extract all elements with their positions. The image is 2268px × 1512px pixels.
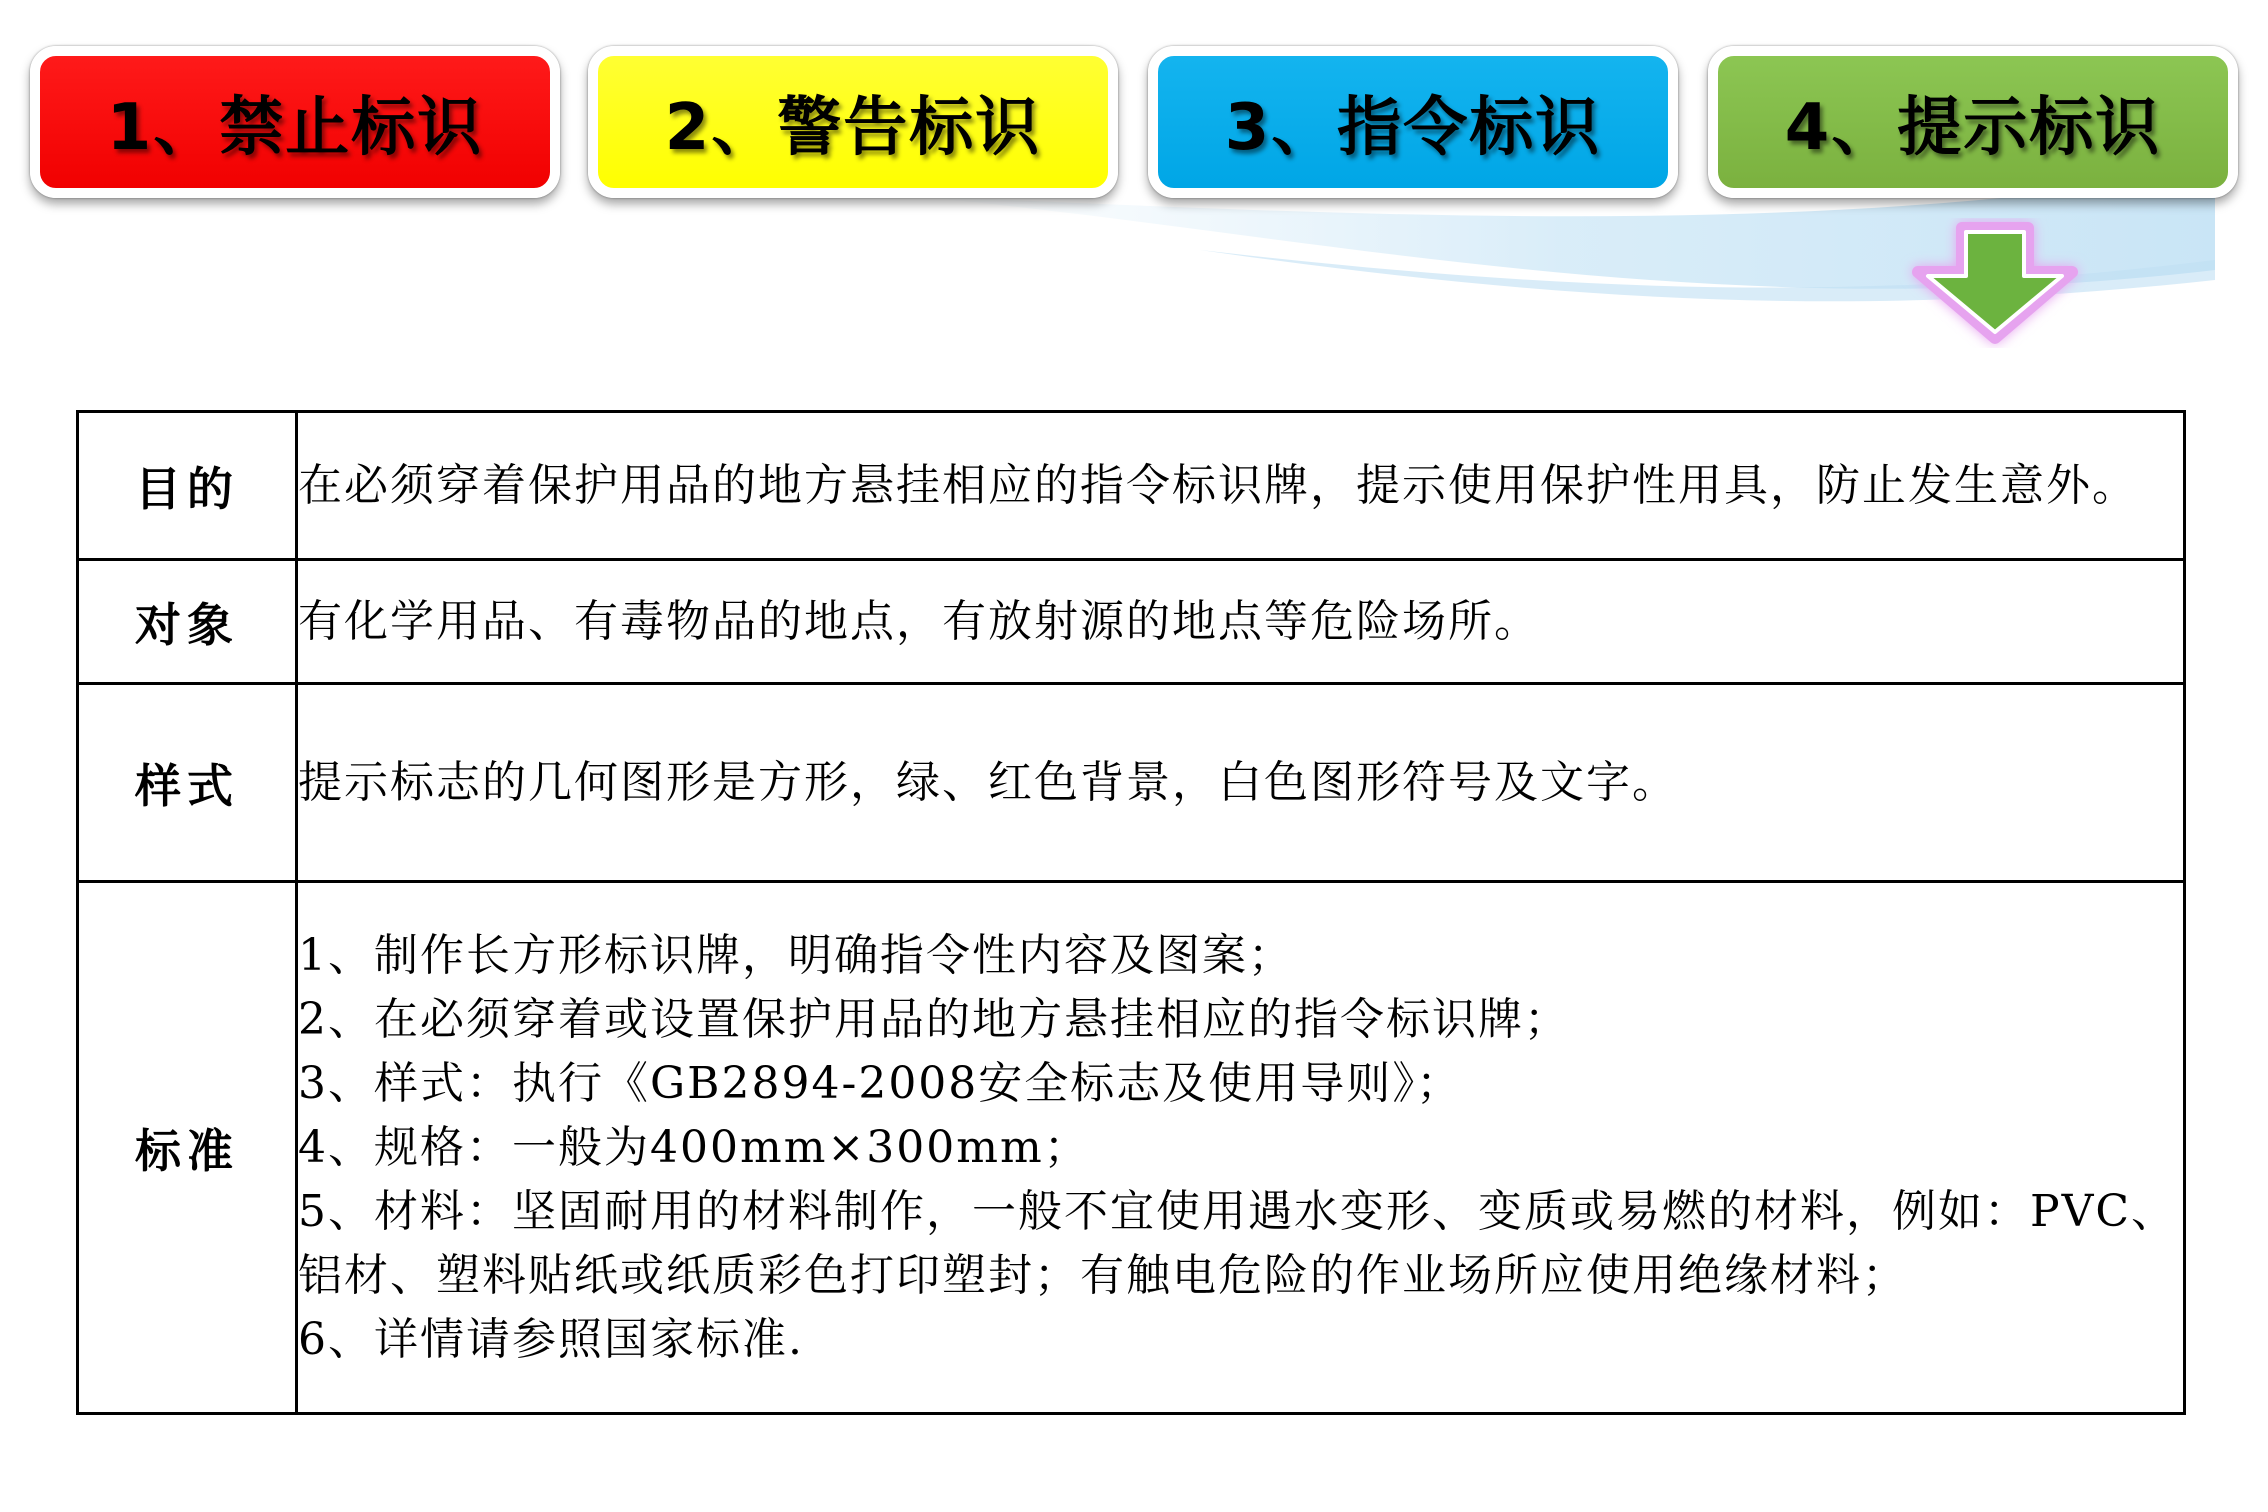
tab-warning-sign[interactable] bbox=[588, 46, 1118, 198]
row-label-style: 样式 bbox=[78, 684, 297, 882]
row-content-style: 提示标志的几何图形是方形，绿、红色背景，白色图形符号及文字。 bbox=[297, 684, 2185, 882]
tab-label: 2、警告标识 bbox=[664, 91, 1042, 165]
list-item: 4、规格：一般为400mm×300mm； bbox=[298, 1121, 1090, 1173]
info-table bbox=[76, 410, 2186, 1415]
list-item: 5、材料：坚固耐用的材料制作，一般不宜使用遇水变形、变质或易燃的材料，例如：PVC、铝材、塑料贴纸或纸质彩色打印塑封；有触电危险的作业场所应使用绝缘材料； bbox=[298, 1185, 2178, 1301]
table-row bbox=[78, 412, 2185, 560]
table-row bbox=[78, 882, 2185, 1414]
table-row bbox=[78, 684, 2185, 882]
tab-prompt-sign[interactable] bbox=[1708, 46, 2238, 198]
row-label-purpose: 目的 bbox=[78, 412, 297, 560]
list-item: 2、在必须穿着或设置保护用品的地方悬挂相应的指令标识牌； bbox=[298, 993, 1570, 1045]
down-arrow-icon bbox=[1900, 218, 2090, 348]
row-content-purpose: 在必须穿着保护用品的地方悬挂相应的指令标识牌，提示使用保护性用具，防止发生意外。 bbox=[297, 412, 2185, 560]
tab-label: 4、提示标识 bbox=[1784, 91, 2162, 165]
tab-prohibition-sign[interactable] bbox=[30, 46, 560, 198]
row-content-target: 有化学用品、有毒物品的地点，有放射源的地点等危险场所。 bbox=[297, 560, 2185, 684]
list-item: 6、详情请参照国家标准. bbox=[298, 1313, 804, 1365]
row-label-standard: 标准 bbox=[78, 882, 297, 1414]
row-content-standard bbox=[297, 882, 2185, 1414]
row-label-target: 对象 bbox=[78, 560, 297, 684]
table-row bbox=[78, 560, 2185, 684]
list-item: 1、制作长方形标识牌，明确指令性内容及图案； bbox=[298, 929, 1294, 981]
list-item: 3、样式：执行《GB2894-2008安全标志及使用导则》； bbox=[298, 1057, 1463, 1109]
tab-label: 3、指令标识 bbox=[1224, 91, 1602, 165]
tab-instruction-sign[interactable] bbox=[1148, 46, 1678, 198]
tab-label: 1、禁止标识 bbox=[106, 91, 484, 165]
